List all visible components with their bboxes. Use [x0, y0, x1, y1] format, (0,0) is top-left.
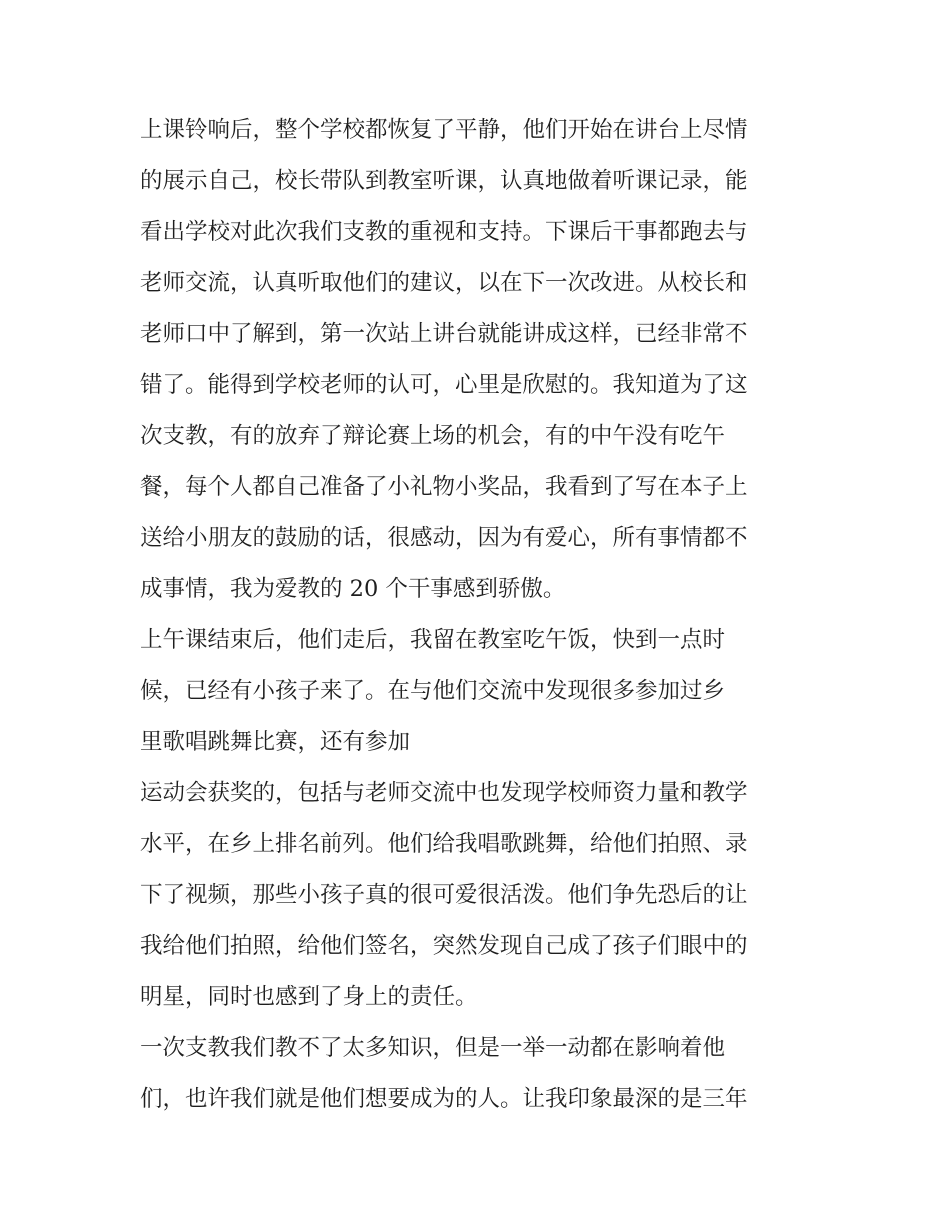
text-line: 一次支教我们教不了太多知识，但是一举一动都在影响着他	[140, 1035, 726, 1061]
text-line: 我给他们拍照，给他们签名，突然发现自己成了孩子们眼中的	[140, 933, 748, 959]
text-line: 水平，在乡上排名前列。他们给我唱歌跳舞，给他们拍照、录	[140, 831, 748, 857]
body-text	[140, 105, 820, 1125]
text-line: 候，已经有小孩子来了。在与他们交流中发现很多参加过乡	[140, 678, 726, 704]
text-line: 的展示自己，校长带队到教室听课，认真地做着听课记录，能	[140, 168, 748, 194]
text-line: 餐，每个人都自己准备了小礼物小奖品，我看到了写在本子上	[140, 474, 748, 500]
text-line: 上课铃响后，整个学校都恢复了平静，他们开始在讲台上尽情	[140, 117, 748, 143]
text-line: 看出学校对此次我们支教的重视和支持。下课后干事都跑去与	[140, 219, 748, 245]
text-line: 错了。能得到学校老师的认可，心里是欣慰的。我知道为了这	[140, 372, 748, 398]
text-line: 下了视频，那些小孩子真的很可爱很活泼。他们争先恐后的让	[140, 882, 748, 908]
text-line: 老师交流，认真听取他们的建议，以在下一次改进。从校长和	[140, 270, 748, 296]
text-line: 里歌唱跳舞比赛，还有参加	[140, 729, 411, 755]
text-line: 们，也许我们就是他们想要成为的人。让我印象最深的是三年	[140, 1086, 748, 1112]
text-line: 运动会获奖的，包括与老师交流中也发现学校师资力量和教学	[140, 780, 748, 806]
text-line: 老师口中了解到，第一次站上讲台就能讲成这样，已经非常不	[140, 321, 748, 347]
text-line: 明星，同时也感到了身上的责任。	[140, 984, 478, 1010]
text-line: 送给小朋友的鼓励的话，很感动，因为有爱心，所有事情都不	[140, 525, 748, 551]
text-line: 上午课结束后，他们走后，我留在教室吃午饭，快到一点时	[140, 627, 726, 653]
text-line: 次支教，有的放弃了辩论赛上场的机会，有的中午没有吃午	[140, 423, 726, 449]
text-line: 成事情，我为爱教的 20 个干事感到骄傲。	[140, 576, 566, 602]
